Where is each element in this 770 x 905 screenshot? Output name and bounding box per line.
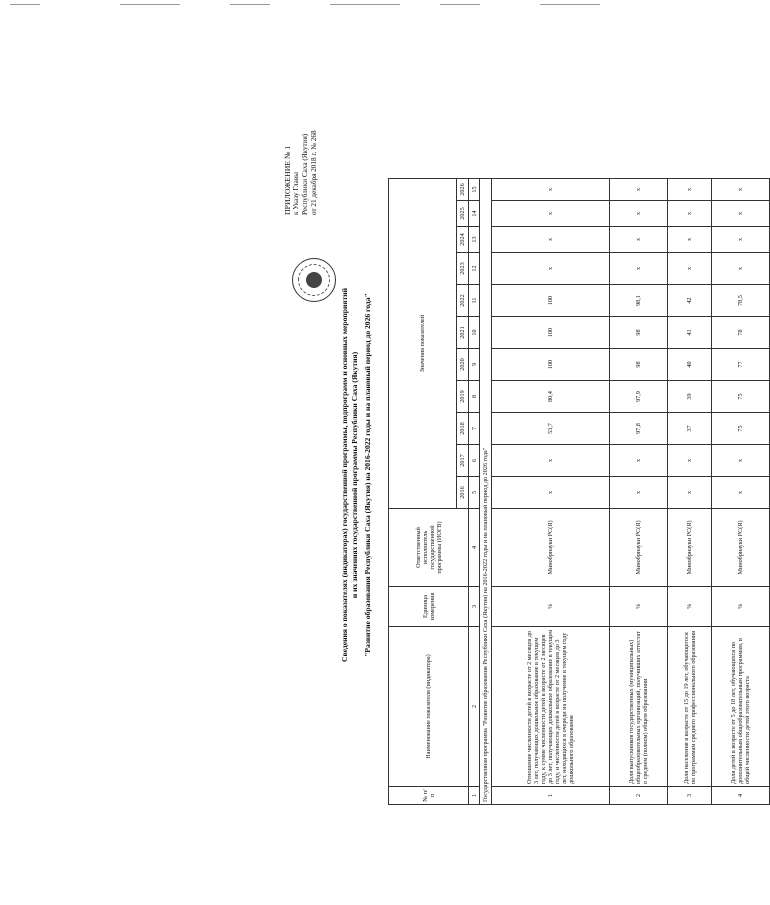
table-row <box>492 179 610 805</box>
column-number: 11 <box>469 285 480 317</box>
table-row <box>668 179 712 805</box>
column-number: 1 <box>469 787 480 805</box>
indicator-value: 98 <box>610 349 668 381</box>
header-year: 2020 <box>457 349 469 381</box>
header-year: 2022 <box>457 285 469 317</box>
row-number: 3 <box>668 787 712 805</box>
table-row <box>610 179 668 805</box>
indicator-value: 41 <box>668 317 712 349</box>
indicator-value: 100 <box>492 349 610 381</box>
indicator-value: х <box>668 445 712 477</box>
indicator-value: х <box>492 477 610 509</box>
indicator-value: х <box>610 445 668 477</box>
indicator-unit: % <box>668 587 712 627</box>
indicator-name: Доля населения в возрасте от 15 до 19 лет, обучающегося по программам среднего профессионального образования <box>668 627 712 787</box>
header-year: 2023 <box>457 253 469 285</box>
doc-title-line-1: Сведения о показателях (индикаторах) государственной программы, подпрограмм и основных мероприятий <box>340 288 349 662</box>
appendix-block <box>283 15 318 215</box>
indicator-value: х <box>610 179 668 201</box>
table-row <box>712 179 770 805</box>
doc-title-line-2: и их значениях государственной программы Республики Саха (Якутия) <box>350 351 359 599</box>
column-number: 4 <box>469 509 480 587</box>
official-seal-icon <box>292 258 336 302</box>
column-number: 9 <box>469 349 480 381</box>
indicator-value: х <box>492 179 610 201</box>
indicator-name: Доля детей в возрасте от 5 до 18 лет, обучающихся по дополнительным общеобразовательным программам, в общей численности детей этого возраста <box>712 627 770 787</box>
doc-title-line-3: "Развитие образования Республики Саха (Якутия) на 2016-2022 годы и на плановый период до 2026 года" <box>363 293 372 657</box>
column-number: 14 <box>469 201 480 227</box>
header-year: 2025 <box>457 201 469 227</box>
indicator-unit: % <box>712 587 770 627</box>
indicator-name: Доля выпускников государственных (муниципальных) общеобразовательных организаций, получивших аттестат о среднем (полном) общем образовании <box>610 627 668 787</box>
indicator-unit: % <box>610 587 668 627</box>
header-year: 2024 <box>457 227 469 253</box>
indicator-value: х <box>712 179 770 201</box>
indicator-value: 75 <box>712 413 770 445</box>
indicator-value: х <box>610 227 668 253</box>
appendix-line-1: ПРИЛОЖЕНИЕ № 1 <box>283 145 292 215</box>
column-numbers-row <box>469 179 480 805</box>
indicator-value: 42 <box>668 285 712 317</box>
column-number: 12 <box>469 253 480 285</box>
row-number: 4 <box>712 787 770 805</box>
indicator-value: х <box>668 201 712 227</box>
column-number: 13 <box>469 227 480 253</box>
table-body <box>492 179 770 805</box>
row-number: 1 <box>492 787 610 805</box>
header-year: 2026 <box>457 179 469 201</box>
indicator-value: 98 <box>610 317 668 349</box>
indicator-value: х <box>712 477 770 509</box>
indicator-name: Отношение численности детей в возрасте от 2 месяцев до 3 лет, получающих дошкольное образование в текущем году, к сумме численности детей в возрасте от 2 месяцев до 3 лет, получающих дошкольное образование в текущем году, и численности детей в возрасте от 2 месяцев до 3 лет, находящихся в очереди на получение в текущем году дошкольного образования <box>492 627 610 787</box>
indicator-value: 39 <box>668 381 712 413</box>
indicator-value: х <box>712 201 770 227</box>
indicator-value: х <box>712 253 770 285</box>
indicator-value: х <box>610 477 668 509</box>
indicator-executor: Минобрнауки РС(Я) <box>712 509 770 587</box>
indicator-value: 75 <box>712 381 770 413</box>
column-number: 3 <box>469 587 480 627</box>
indicator-value: х <box>712 227 770 253</box>
header-year: 2017 <box>457 445 469 477</box>
appendix-line-4: от 21 декабря 2018 г. № 268 <box>309 130 318 215</box>
header-year: 2016 <box>457 477 469 509</box>
indicator-value: х <box>712 445 770 477</box>
header-num: № п/п <box>389 787 469 805</box>
indicator-value: 77 <box>712 349 770 381</box>
column-number: 8 <box>469 381 480 413</box>
indicator-executor: Минобрнауки РС(Я) <box>668 509 712 587</box>
indicator-value: х <box>668 227 712 253</box>
indicator-value: 37 <box>668 413 712 445</box>
indicators-table <box>388 178 770 805</box>
header-year: 2018 <box>457 413 469 445</box>
header-unit: Единица измерения <box>389 587 469 627</box>
indicator-unit: % <box>492 587 610 627</box>
header-values: Значения показателей <box>389 179 457 509</box>
column-number: 15 <box>469 179 480 201</box>
indicator-value: 78 <box>712 317 770 349</box>
appendix-line-2: к Указу Главы <box>292 171 301 215</box>
column-number: 10 <box>469 317 480 349</box>
column-number: 5 <box>469 477 480 509</box>
indicator-value: х <box>492 201 610 227</box>
row-number: 2 <box>610 787 668 805</box>
indicator-value: 78,5 <box>712 285 770 317</box>
header-name: Наименование показателя (индикатора) <box>389 627 469 787</box>
indicator-value: 53,7 <box>492 413 610 445</box>
indicator-value: х <box>492 227 610 253</box>
indicator-value: 97,9 <box>610 381 668 413</box>
indicator-executor: Минобрнауки РС(Я) <box>610 509 668 587</box>
indicator-value: 40 <box>668 349 712 381</box>
indicator-executor: Минобрнауки РС(Я) <box>492 509 610 587</box>
indicator-value: 80,4 <box>492 381 610 413</box>
indicator-value: 98,1 <box>610 285 668 317</box>
indicator-value: 97,8 <box>610 413 668 445</box>
indicator-value: х <box>610 253 668 285</box>
indicator-value: х <box>610 201 668 227</box>
indicator-value: х <box>668 179 712 201</box>
column-number: 7 <box>469 413 480 445</box>
column-number: 2 <box>469 627 480 787</box>
header-executor: Ответственный исполнитель государственной программы (ИОГВ) <box>389 509 469 587</box>
indicator-value: х <box>668 477 712 509</box>
column-number: 6 <box>469 445 480 477</box>
indicator-value: х <box>668 253 712 285</box>
indicator-value: х <box>492 253 610 285</box>
indicator-value: х <box>492 445 610 477</box>
indicator-value: 100 <box>492 317 610 349</box>
program-row: Государственная программа "Развитие образования Республики Саха (Якутия) на 2016-2022 годы и на плановый период до 2026 года" <box>480 179 492 805</box>
header-year: 2021 <box>457 317 469 349</box>
appendix-line-3: Республики Саха (Якутия) <box>300 133 309 215</box>
header-year: 2019 <box>457 381 469 413</box>
indicator-value: 100 <box>492 285 610 317</box>
